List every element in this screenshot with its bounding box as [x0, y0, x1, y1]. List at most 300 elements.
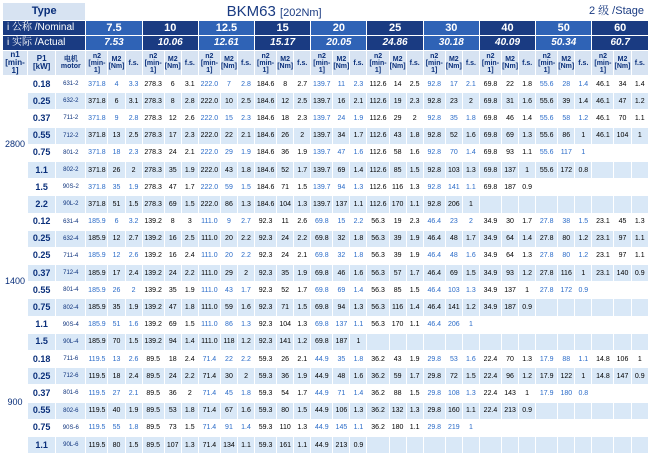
service-factor-cell: 3.3 — [125, 76, 142, 93]
service-factor-cell: 1.7 — [406, 265, 423, 282]
service-factor-cell: 0.9 — [350, 436, 367, 453]
output-speed-cell: 139.2 — [142, 316, 164, 333]
actual-ratio-4: 20.05 — [311, 36, 367, 51]
output-speed-cell: 17.9 — [536, 351, 558, 368]
output-speed-cell: 371.8 — [86, 196, 108, 213]
output-speed-cell: 59.3 — [255, 385, 277, 402]
output-speed-cell: 46.1 — [592, 76, 614, 93]
output-torque-cell: 187 — [333, 333, 350, 350]
output-speed-cell: 59.3 — [255, 368, 277, 385]
output-speed-cell: 69.8 — [311, 282, 333, 299]
output-torque-cell: 137 — [333, 316, 350, 333]
output-speed-cell: 36.2 — [367, 402, 389, 419]
service-factor-cell: 1.5 — [237, 179, 254, 196]
service-factor-cell: 1.6 — [237, 299, 254, 316]
output-torque-cell: 180 — [558, 385, 575, 402]
service-factor-cell: 1.3 — [519, 351, 536, 368]
output-torque-cell — [558, 316, 575, 333]
actual-ratio-3: 15.17 — [255, 36, 311, 51]
output-speed-cell: 55.6 — [536, 144, 558, 161]
service-factor-cell: 2 — [462, 93, 479, 110]
output-speed-cell: 185.9 — [86, 230, 108, 247]
n2-column-header: n2 [min-1] — [536, 51, 558, 76]
output-speed-cell: 71.4 — [198, 436, 220, 453]
output-speed-cell: 14.8 — [592, 368, 614, 385]
output-torque-cell: 85 — [389, 161, 406, 178]
table-row — [3, 368, 649, 385]
nominal-ratio-6: 30 — [423, 21, 479, 36]
output-torque-cell: 24 — [333, 110, 350, 127]
service-factor-cell: 2.8 — [237, 76, 254, 93]
output-torque-cell: 69 — [333, 161, 350, 178]
output-torque-cell: 86 — [558, 127, 575, 144]
nominal-ratio-label: i 公称 /Nominal — [3, 21, 86, 36]
output-torque-cell: 64 — [502, 247, 519, 264]
output-torque-cell: 88 — [558, 351, 575, 368]
output-torque-cell: 69 — [445, 265, 462, 282]
service-factor-cell: 1.3 — [350, 179, 367, 196]
output-speed-cell: 92.3 — [255, 230, 277, 247]
output-torque-cell: 206 — [445, 196, 462, 213]
output-speed-cell: 56.3 — [367, 299, 389, 316]
service-factor-cell — [631, 196, 648, 213]
output-speed-cell: 184.6 — [255, 93, 277, 110]
nominal-ratio-8: 50 — [536, 21, 592, 36]
output-torque-cell: 35 — [164, 282, 181, 299]
service-factor-cell: 1.5 — [294, 179, 311, 196]
service-factor-cell: 2.3 — [406, 213, 423, 230]
service-factor-cell — [575, 196, 592, 213]
output-speed-cell: 119.5 — [86, 402, 108, 419]
output-speed-cell: 112.6 — [367, 161, 389, 178]
table-row — [3, 282, 649, 299]
output-torque-cell: 69 — [164, 316, 181, 333]
output-torque-cell: 213 — [502, 402, 519, 419]
service-factor-cell: 1.3 — [519, 127, 536, 144]
output-torque-cell: 137 — [502, 161, 519, 178]
service-factor-cell: 2.1 — [350, 93, 367, 110]
output-speed-cell — [479, 333, 501, 350]
actual-ratio-row — [3, 36, 649, 51]
output-speed-cell: 139.2 — [142, 213, 164, 230]
output-torque-cell: 35 — [445, 110, 462, 127]
output-torque-cell: 6 — [108, 93, 125, 110]
output-speed-cell — [592, 385, 614, 402]
output-speed-cell: 185.9 — [86, 333, 108, 350]
service-factor-cell: 1 — [575, 265, 592, 282]
service-factor-cell: 1.3 — [406, 402, 423, 419]
output-torque-cell: 118 — [220, 333, 237, 350]
service-factor-cell: 1 — [350, 333, 367, 350]
output-speed-cell: 89.5 — [142, 402, 164, 419]
service-factor-cell: 2.4 — [181, 247, 198, 264]
power-cell: 1.1 — [28, 316, 56, 333]
output-torque-cell: 47 — [614, 93, 631, 110]
output-speed-cell: 46.4 — [423, 213, 445, 230]
table-row — [3, 299, 649, 316]
service-factor-cell: 1.2 — [519, 265, 536, 282]
output-torque-cell: 70 — [502, 351, 519, 368]
service-factor-cell — [575, 333, 592, 350]
table-row — [3, 247, 649, 264]
output-torque-cell: 70 — [108, 333, 125, 350]
output-speed-cell — [536, 196, 558, 213]
m2-column-header: M2 [Nm] — [445, 51, 462, 76]
service-factor-cell: 2.2 — [181, 265, 198, 282]
output-torque-cell: 23 — [445, 213, 462, 230]
output-torque-cell — [502, 436, 519, 453]
service-factor-cell: 3.1 — [125, 93, 142, 110]
stage-label: 2 级 /Stage — [462, 3, 648, 21]
service-factor-cell: 1.1 — [631, 230, 648, 247]
output-torque-cell: 94 — [333, 299, 350, 316]
output-torque-cell — [558, 402, 575, 419]
output-speed-cell: 55.6 — [536, 110, 558, 127]
service-factor-cell: 0.8 — [575, 385, 592, 402]
output-torque-cell: 141 — [277, 333, 294, 350]
service-factor-cell: 2.6 — [125, 247, 142, 264]
service-factor-cell: 2 — [181, 385, 198, 402]
service-factor-cell: 2.5 — [237, 93, 254, 110]
service-factor-cell: 2.5 — [406, 76, 423, 93]
output-torque-cell — [614, 179, 631, 196]
output-speed-cell: 92.3 — [255, 247, 277, 264]
service-factor-cell: 1.4 — [350, 161, 367, 178]
output-speed-cell: 34.9 — [479, 299, 501, 316]
output-torque-cell: 170 — [389, 196, 406, 213]
service-factor-cell: 1.9 — [125, 179, 142, 196]
output-speed-cell — [536, 299, 558, 316]
output-torque-cell: 46 — [502, 110, 519, 127]
table-row — [3, 265, 649, 282]
motor-cell: 632-2 — [56, 93, 86, 110]
output-speed-cell: 92.8 — [423, 76, 445, 93]
output-torque-cell: 71 — [333, 385, 350, 402]
service-factor-cell: 1.8 — [181, 299, 198, 316]
output-speed-cell: 17.9 — [536, 385, 558, 402]
service-factor-cell: 2 — [125, 161, 142, 178]
output-torque-cell: 24 — [164, 368, 181, 385]
service-factor-cell: 1.6 — [462, 247, 479, 264]
service-factor-cell — [575, 299, 592, 316]
service-factor-cell — [575, 402, 592, 419]
output-torque-cell: 103 — [445, 161, 462, 178]
service-factor-cell: 1.3 — [294, 419, 311, 436]
output-speed-cell: 184.6 — [255, 144, 277, 161]
output-torque-cell: 12 — [164, 110, 181, 127]
output-speed-cell: 29.8 — [423, 419, 445, 436]
table-row — [3, 316, 649, 333]
power-cell: 1.1 — [28, 161, 56, 178]
power-cell: 0.75 — [28, 144, 56, 161]
output-speed-cell — [592, 299, 614, 316]
output-torque-cell: 141 — [445, 179, 462, 196]
service-factor-cell: 1.1 — [575, 351, 592, 368]
output-torque-cell: 106 — [614, 351, 631, 368]
motor-cell: 712-2 — [56, 127, 86, 144]
output-torque-cell: 54 — [277, 385, 294, 402]
output-speed-cell: 185.9 — [86, 282, 108, 299]
output-torque-cell: 20 — [220, 230, 237, 247]
output-torque-cell: 45 — [220, 385, 237, 402]
service-factor-cell: 1.4 — [519, 230, 536, 247]
power-cell: 0.18 — [28, 76, 56, 93]
n2-column-header: n2 [min-1] — [423, 51, 445, 76]
output-speed-cell: 69.8 — [311, 247, 333, 264]
output-speed-cell: 46.4 — [423, 230, 445, 247]
service-factor-cell: 1.7 — [237, 282, 254, 299]
output-torque-cell: 52 — [277, 282, 294, 299]
output-speed-cell: 112.6 — [367, 144, 389, 161]
output-torque-cell — [445, 436, 462, 453]
output-torque-cell — [614, 402, 631, 419]
motor-cell: 801-4 — [56, 282, 86, 299]
nominal-ratio-4: 20 — [311, 21, 367, 36]
fs-column-header: f.s. — [294, 51, 311, 76]
output-speed-cell: 185.9 — [86, 247, 108, 264]
output-speed-cell: 119.5 — [86, 436, 108, 453]
output-speed-cell: 111.0 — [198, 316, 220, 333]
output-torque-cell: 22 — [502, 76, 519, 93]
nominal-ratio-row — [3, 21, 649, 36]
output-speed-cell — [592, 144, 614, 161]
output-torque-cell: 36 — [277, 144, 294, 161]
output-speed-cell: 23.1 — [592, 230, 614, 247]
service-factor-cell: 1.9 — [294, 144, 311, 161]
output-speed-cell: 29.8 — [423, 402, 445, 419]
output-torque-cell — [502, 419, 519, 436]
output-torque-cell: 43 — [220, 282, 237, 299]
service-factor-cell: 2.2 — [237, 351, 254, 368]
output-speed-cell: 36.2 — [367, 419, 389, 436]
output-torque-cell: 31 — [502, 93, 519, 110]
output-torque-cell: 137 — [502, 282, 519, 299]
output-speed-cell — [592, 402, 614, 419]
service-factor-cell — [575, 419, 592, 436]
output-torque-cell: 35 — [277, 265, 294, 282]
service-factor-cell: 1.2 — [575, 230, 592, 247]
output-torque-cell: 106 — [333, 402, 350, 419]
service-factor-cell: 1.5 — [294, 299, 311, 316]
service-factor-cell: 1.4 — [631, 76, 648, 93]
power-cell: 0.55 — [28, 282, 56, 299]
output-torque-cell: 59 — [220, 179, 237, 196]
output-speed-cell: 222.0 — [198, 161, 220, 178]
service-factor-cell: 1 — [462, 419, 479, 436]
output-torque-cell: 22 — [220, 127, 237, 144]
output-speed-cell: 112.6 — [367, 127, 389, 144]
actual-ratio-5: 24.86 — [367, 36, 423, 51]
output-torque-cell: 34 — [333, 127, 350, 144]
output-torque-cell: 34 — [614, 76, 631, 93]
output-torque-cell: 13 — [108, 351, 125, 368]
output-torque-cell: 71 — [277, 179, 294, 196]
n1-column-header: n1 [min-1] — [3, 51, 28, 76]
output-speed-cell: 17.9 — [536, 368, 558, 385]
output-torque-cell: 116 — [389, 299, 406, 316]
output-speed-cell: 184.6 — [255, 179, 277, 196]
n2-column-header: n2 [min-1] — [311, 51, 333, 76]
service-factor-cell: 1.3 — [406, 179, 423, 196]
service-factor-cell — [575, 436, 592, 453]
service-factor-cell: 1.5 — [462, 368, 479, 385]
m2-column-header: M2 [Nm] — [333, 51, 350, 76]
fs-column-header: f.s. — [519, 51, 536, 76]
output-torque-cell: 69 — [502, 127, 519, 144]
output-torque-cell: 4 — [108, 76, 125, 93]
output-speed-cell: 69.8 — [311, 230, 333, 247]
output-torque-cell: 35 — [108, 299, 125, 316]
output-speed-cell — [592, 196, 614, 213]
service-factor-cell: 1.1 — [350, 316, 367, 333]
output-torque-cell — [502, 196, 519, 213]
output-speed-cell: 92.8 — [423, 93, 445, 110]
service-factor-cell: 0.9 — [519, 402, 536, 419]
output-torque-cell: 22 — [220, 351, 237, 368]
output-speed-cell: 44.9 — [311, 351, 333, 368]
output-speed-cell: 27.8 — [536, 282, 558, 299]
service-factor-cell: 1.9 — [125, 402, 142, 419]
output-torque-cell: 172 — [558, 161, 575, 178]
service-factor-cell: 1.1 — [350, 196, 367, 213]
fs-column-header: f.s. — [631, 51, 648, 76]
output-speed-cell: 56.3 — [367, 316, 389, 333]
output-torque-cell: 172 — [558, 282, 575, 299]
table-row — [3, 144, 649, 161]
output-torque-cell: 10 — [220, 93, 237, 110]
output-torque-cell: 7 — [220, 76, 237, 93]
output-speed-cell: 34.9 — [479, 230, 501, 247]
service-factor-cell: 2.2 — [237, 230, 254, 247]
output-speed-cell — [479, 419, 501, 436]
output-speed-cell — [536, 419, 558, 436]
output-speed-cell — [479, 316, 501, 333]
service-factor-cell — [406, 436, 423, 453]
service-factor-cell: 1.3 — [237, 316, 254, 333]
motor-cell: 631-4 — [56, 213, 86, 230]
output-torque-cell: 47 — [164, 179, 181, 196]
output-speed-cell: 222.0 — [198, 127, 220, 144]
service-factor-cell: 1.3 — [294, 196, 311, 213]
output-torque-cell: 40 — [108, 402, 125, 419]
service-factor-cell: 1 — [575, 368, 592, 385]
output-torque-cell: 15 — [333, 213, 350, 230]
output-speed-cell: 119.5 — [86, 419, 108, 436]
output-torque-cell: 12 — [108, 230, 125, 247]
output-torque-cell: 91 — [220, 419, 237, 436]
motor-cell: 801-6 — [56, 385, 86, 402]
service-factor-cell: 1.4 — [406, 299, 423, 316]
output-torque-cell: 170 — [389, 316, 406, 333]
service-factor-cell: 3.2 — [125, 213, 142, 230]
output-torque-cell: 19 — [389, 213, 406, 230]
service-factor-cell: 0.9 — [575, 282, 592, 299]
n2-column-header: n2 [min-1] — [142, 51, 164, 76]
output-torque-cell: 39 — [558, 93, 575, 110]
service-factor-cell: 1.1 — [350, 419, 367, 436]
service-factor-cell — [631, 282, 648, 299]
output-torque-cell: 71 — [277, 299, 294, 316]
output-torque-cell — [614, 144, 631, 161]
output-speed-cell: 46.4 — [423, 247, 445, 264]
output-speed-cell: 92.3 — [255, 282, 277, 299]
output-speed-cell: 371.8 — [86, 161, 108, 178]
motor-cell: 90L-6 — [56, 436, 86, 453]
output-torque-cell: 64 — [502, 230, 519, 247]
service-factor-cell — [519, 436, 536, 453]
output-speed-cell: 278.3 — [142, 127, 164, 144]
nominal-ratio-2: 12.5 — [198, 21, 254, 36]
power-cell: 1.1 — [28, 436, 56, 453]
output-speed-cell: 111.0 — [198, 230, 220, 247]
m2-column-header: M2 [Nm] — [164, 51, 181, 76]
output-torque-cell: 117 — [558, 144, 575, 161]
power-cell: 1.5 — [28, 333, 56, 350]
service-factor-cell: 2.1 — [294, 247, 311, 264]
output-torque-cell: 52 — [445, 127, 462, 144]
output-speed-cell: 55.6 — [536, 161, 558, 178]
output-torque-cell: 80 — [558, 247, 575, 264]
p1-column-header: P1 [kW] — [28, 51, 56, 76]
output-speed-cell: 69.8 — [479, 179, 501, 196]
service-factor-cell: 2.5 — [294, 93, 311, 110]
output-speed-cell: 44.9 — [311, 368, 333, 385]
table-row — [3, 93, 649, 110]
output-speed-cell — [423, 333, 445, 350]
output-speed-cell: 89.5 — [142, 385, 164, 402]
output-speed-cell: 92.3 — [255, 316, 277, 333]
service-factor-cell: 1.2 — [237, 333, 254, 350]
service-factor-cell: 1.1 — [294, 436, 311, 453]
service-factor-cell: 2.3 — [294, 110, 311, 127]
output-speed-cell: 69.8 — [311, 265, 333, 282]
output-torque-cell: 27 — [108, 385, 125, 402]
motor-cell: 802-4 — [56, 299, 86, 316]
output-torque-cell: 43 — [220, 161, 237, 178]
m2-column-header: M2 [Nm] — [277, 51, 294, 76]
motor-cell: 712-6 — [56, 368, 86, 385]
service-factor-cell: 2.5 — [181, 230, 198, 247]
motor-cell: 711-6 — [56, 351, 86, 368]
output-torque-cell — [558, 333, 575, 350]
service-factor-cell: 2.1 — [125, 385, 142, 402]
service-factor-cell: 2.3 — [237, 110, 254, 127]
output-speed-cell: 29.8 — [423, 351, 445, 368]
output-speed-cell — [479, 436, 501, 453]
table-row — [3, 230, 649, 247]
service-factor-cell: 1 — [462, 316, 479, 333]
output-speed-cell: 46.4 — [423, 265, 445, 282]
power-cell: 0.12 — [28, 213, 56, 230]
service-factor-cell: 0.8 — [575, 161, 592, 178]
motor-cell: 711-4 — [56, 247, 86, 264]
output-torque-cell: 104 — [277, 196, 294, 213]
power-cell: 0.75 — [28, 419, 56, 436]
service-factor-cell: 1.4 — [575, 93, 592, 110]
service-factor-cell: 2.8 — [181, 93, 198, 110]
output-speed-cell: 46.4 — [423, 299, 445, 316]
output-speed-cell — [592, 316, 614, 333]
fs-column-header: f.s. — [406, 51, 423, 76]
output-speed-cell — [367, 436, 389, 453]
output-speed-cell: 139.7 — [311, 161, 333, 178]
service-factor-cell: 1.3 — [181, 436, 198, 453]
output-speed-cell: 59.3 — [255, 419, 277, 436]
fs-column-header: f.s. — [350, 51, 367, 76]
service-factor-cell: 1.6 — [462, 127, 479, 144]
output-speed-cell: 69.8 — [479, 144, 501, 161]
service-factor-cell: 1 — [519, 385, 536, 402]
